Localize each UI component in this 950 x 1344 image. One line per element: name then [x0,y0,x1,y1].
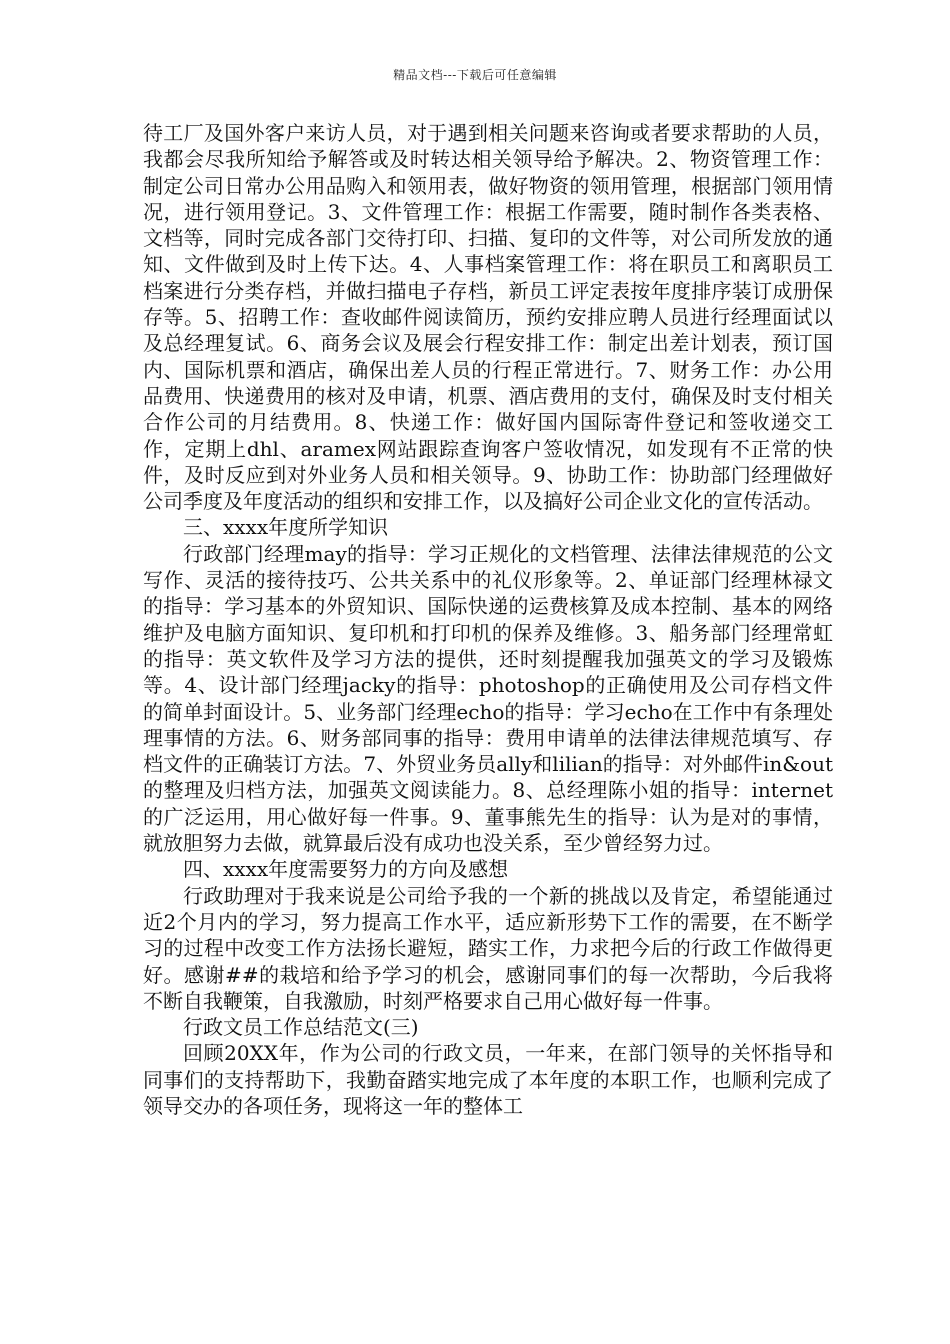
article-title: 行政文员工作总结范文(三) [183,1015,419,1040]
paragraph-direction: 行政助理对于我来说是公司给予我的一个新的挑战以及肯定，希望能通过近2个月内的学习，努力提高工作水平，适应新形势下工作的需要，在不断学习的过程中改变工作方法扬长避短，踏实工作，力求把今后的行政工作做得更好。感谢##的栽培和给予学习的机会，感谢同事们的每一次帮助，今后我将不断自我鞭策，自我激励，时刻严格要求自己用心做好每一件事。 [143,883,833,1013]
section-heading-knowledge: 三、xxxx年度所学知识 [183,515,389,540]
paragraph-duties: 待工厂及国外客户来访人员，对于遇到相关问题来咨询或者要求帮助的人员，我都会尽我所知给予解答或及时转达相关领导给予解决。2、物资管理工作：制定公司日常办公用品购入和领用表，做好物资的领用管理，根据部门领用情况，进行领用登记。3、文件管理工作：根据工作需要，随时制作各类表格、文档等，同时完成各部门交待打印、扫描、复印的文件等，对公司所发放的通知、文件做到及时上传下达。4、人事档案管理工作：将在职员工和离职员工档案进行分类存档，并做扫描电子存档，新员工评定表按年度排序装订成册保存等。5、招聘工作：查收邮件阅读简历，预约安排应聘人员进行经理面试以及总经理复试。6、商务会议及展会行程安排工作：制定出差计划表，预订国内、国际机票和酒店，确保出差人员的行程正常进行。7、财务工作：办公用品费用、快递费用的核对及申请，机票、酒店费用的支付，确保及时支付相关合作公司的月结费用。8、快递工作：做好国内国际寄件登记和签收递交工作，定期上dhl、aramex网站跟踪查询客户签收情况，如发现有不正常的快件，及时反应到对外业务人员和相关领导。9、协助工作：协助部门经理做好公司季度及年度活动的组织和安排工作，以及搞好公司企业文化的宣传活动。 [143,121,833,514]
paragraph-review: 回顾20XX年，作为公司的行政文员，一年来，在部门领导的关怀指导和同事们的支持帮助下，我勤奋踏实地完成了本年度的本职工作，也顺利完成了领导交办的各项任务，现将这一年的整体工 [143,1041,833,1118]
document-body [143,120,833,1119]
section-heading-direction: 四、xxxx年度需要努力的方向及感想 [183,857,509,882]
page-header: 精品文档---下载后可任意编辑 [393,68,557,82]
paragraph-knowledge: 行政部门经理may的指导：学习正规化的文档管理、法律法律规范的公文写作、灵活的接待技巧、公共关系中的礼仪形象等。2、单证部门经理林禄文的指导：学习基本的外贸知识、国际快递的运费核算及成本控制、基本的网络维护及电脑方面知识、复印机和打印机的保养及维修。3、船务部门经理常虹的指导：英文软件及学习方法的提供，还时刻提醒我加强英文的学习及锻炼等。4、设计部门经理jacky的指导：photoshop的正确使用及公司存档文件的简单封面设计。5、业务部门经理echo的指导：学习echo在工作中有条理处理事情的方法。6、财务部同事的指导：费用申请单的法律法律规范填写、存档文件的正确装订方法。7、外贸业务员ally和lilian的指导：对外邮件in&out的整理及归档方法，加强英文阅读能力。8、总经理陈小姐的指导：internet的广泛运用，用心做好每一件事。9、董事熊先生的指导：认为是对的事情，就放胆努力去做，就算最后没有成功也没关系，至少曾经努力过。 [143,541,833,856]
